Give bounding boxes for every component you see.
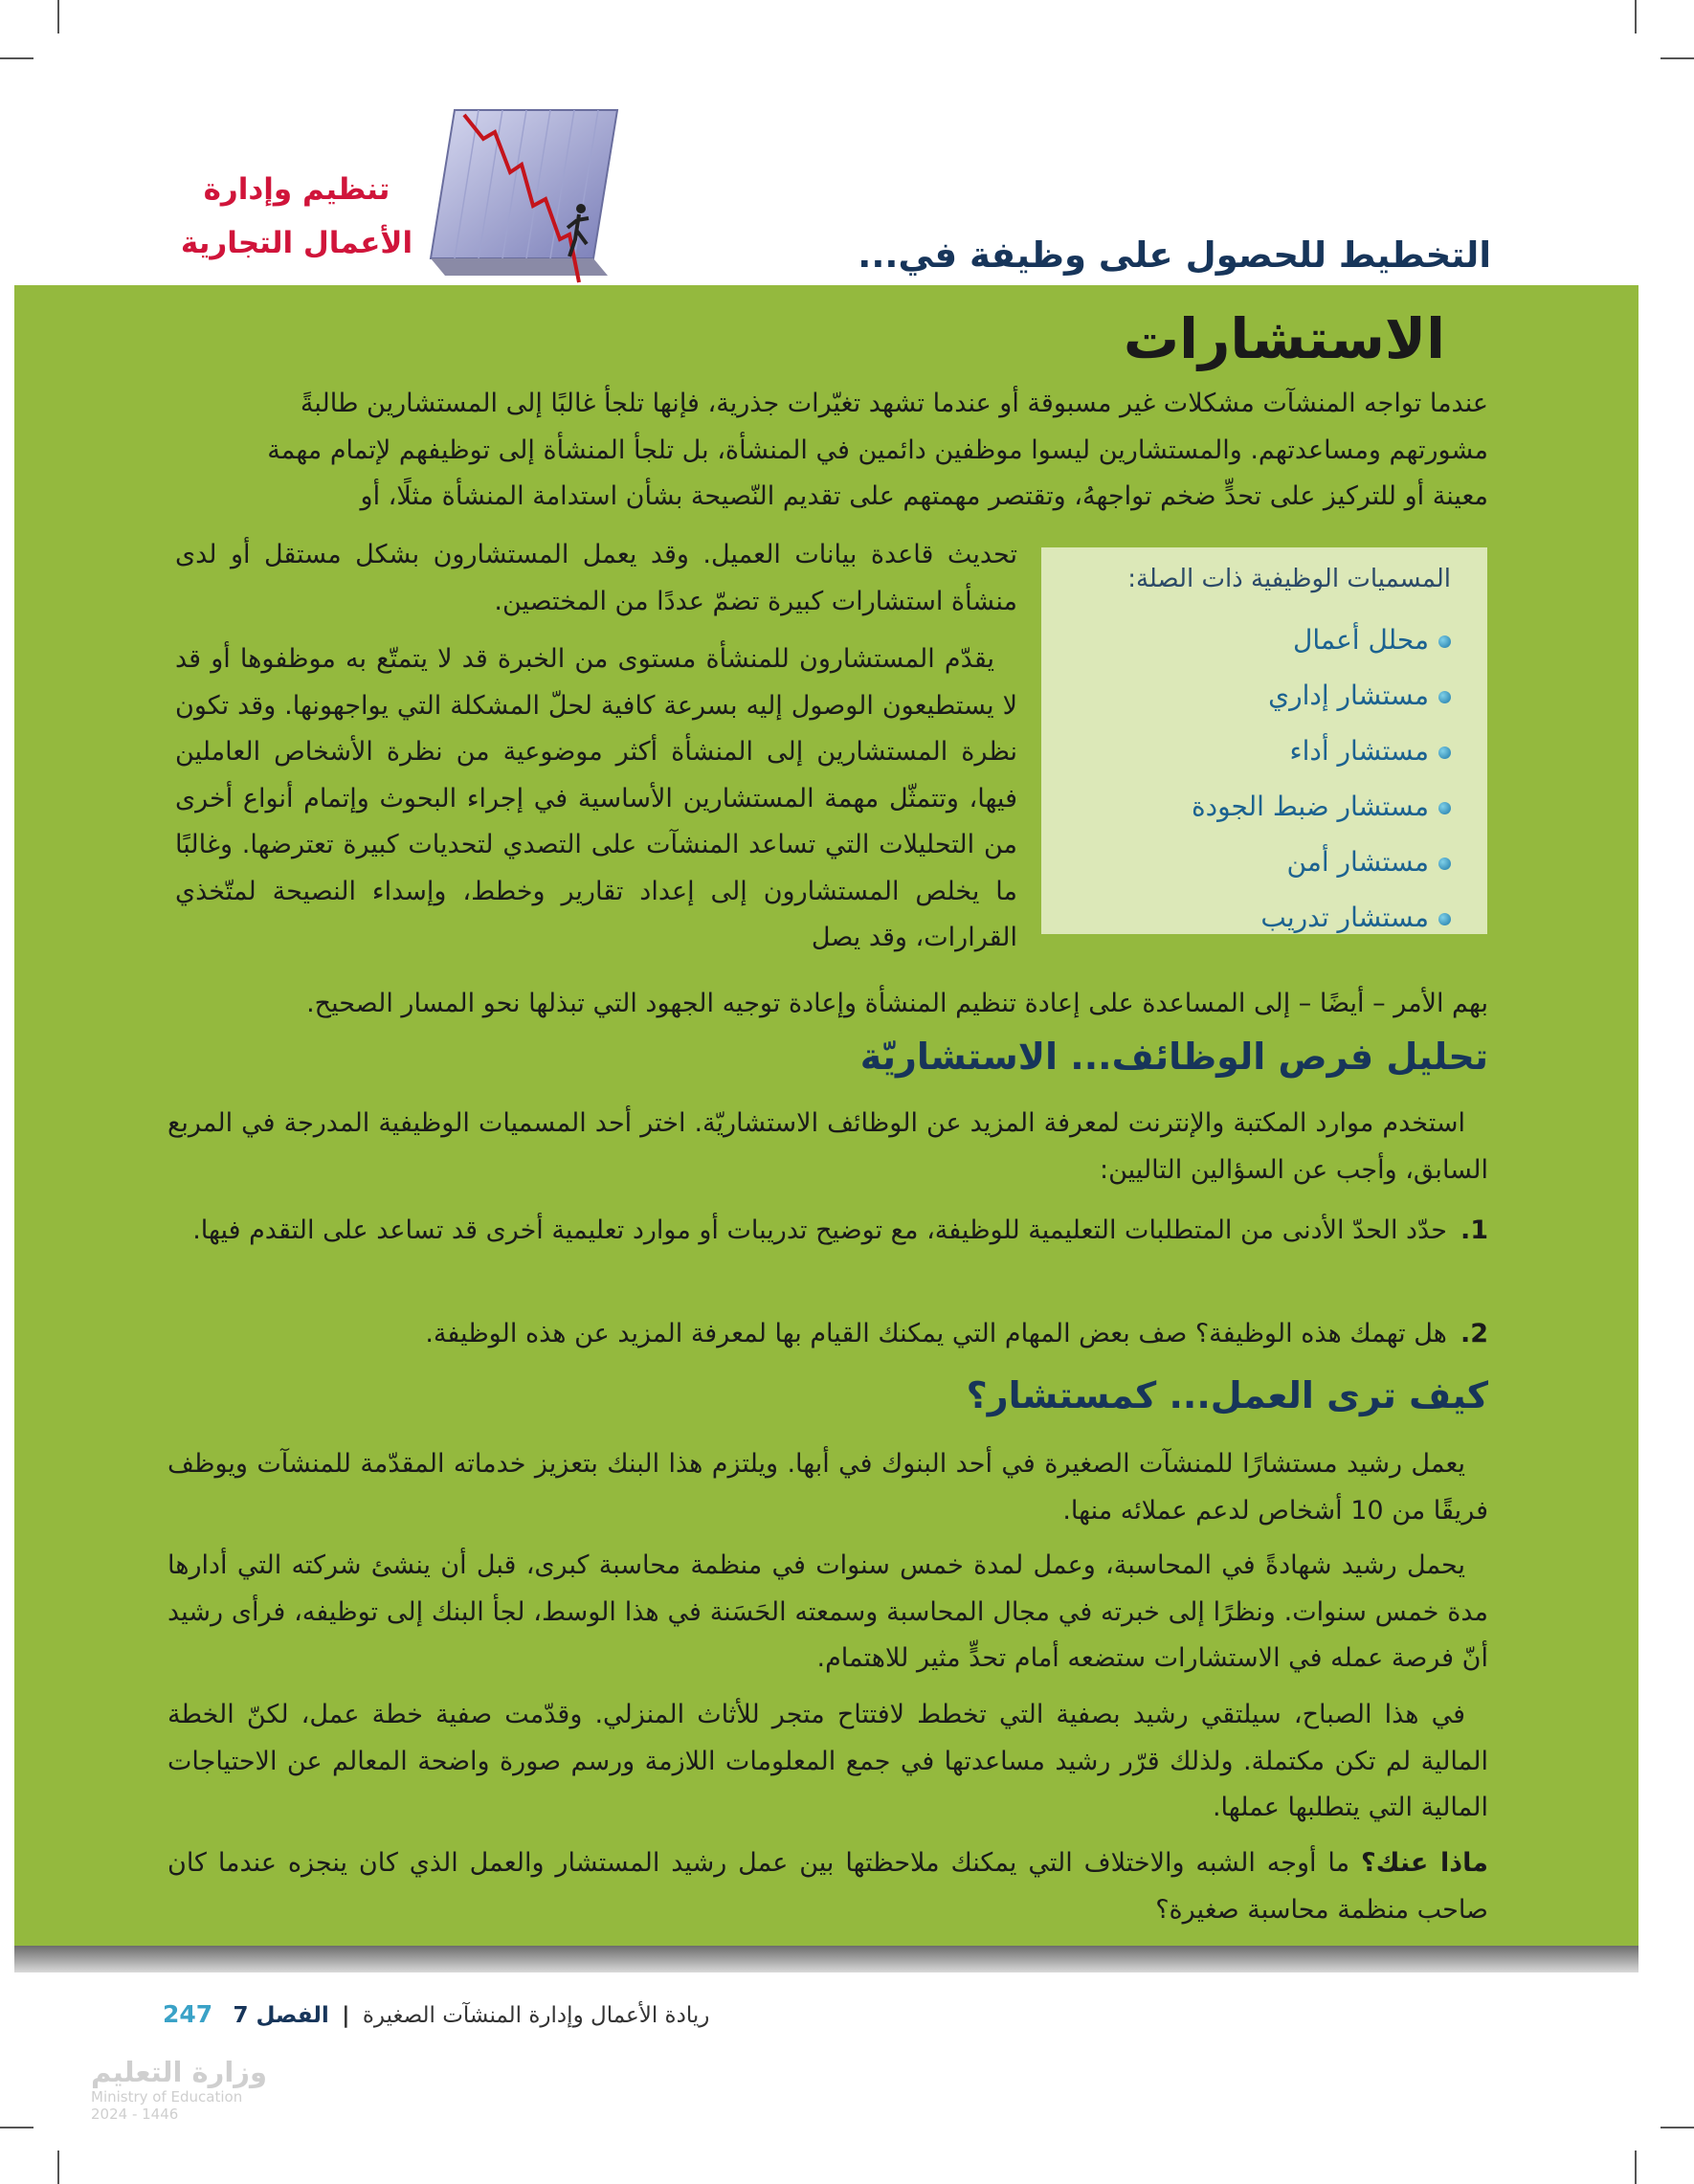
question-2 bbox=[100, 1311, 1488, 1358]
job-title-item: مستشار ضبط الجودة bbox=[1192, 779, 1451, 835]
job-title-item: مستشار إداري bbox=[1192, 668, 1451, 724]
ministry-logo bbox=[91, 2056, 282, 2123]
crop-mark bbox=[0, 2127, 33, 2128]
bullet-icon bbox=[1438, 913, 1451, 925]
series-title-line1: تنظيم وإدارة bbox=[203, 172, 390, 207]
intro-narrow-1: تحديث قاعدة بيانات العميل. وقد يعمل المستشارون بشكل مستقل أو لدى منشأة استشارات كبيرة تضمّ عددًا من المختصين. bbox=[175, 540, 1017, 616]
bullet-icon bbox=[1438, 747, 1451, 759]
crop-mark bbox=[1635, 2151, 1637, 2184]
intro-line-3: معينة أو للتركيز على تحدٍّ ضخم تواجههُ، وتقتصر مهمتهم على تقديم النّصيحة بشأن استدامة المنشأة مثلًا، أو bbox=[360, 481, 1488, 511]
job-title-item: مستشار أمن bbox=[1192, 835, 1451, 890]
question-2-number: 2. bbox=[1460, 1319, 1488, 1348]
crop-mark bbox=[1661, 2127, 1694, 2128]
footer-separator: | bbox=[342, 2003, 350, 2028]
footer-book-title: ريادة الأعمال وإدارة المنشآت الصغيرة bbox=[362, 2003, 710, 2028]
job-titles-list bbox=[1192, 613, 1451, 946]
bullet-icon bbox=[1438, 635, 1451, 648]
ministry-logo-year: 2024 - 1446 bbox=[91, 2106, 179, 2123]
intro-wide bbox=[206, 381, 1488, 521]
job-titles-heading: المسميات الوظيفية ذات الصلة: bbox=[1127, 565, 1451, 593]
bullet-icon bbox=[1438, 691, 1451, 703]
crop-mark bbox=[1661, 57, 1694, 59]
reflection-text: ما أوجه الشبه والاختلاف التي يمكنك ملاحظتها بين عمل رشيد المستشار والعمل الذي كان ينجزه عندما كان صاحب منظمة محاسبة صغيرة؟ bbox=[167, 1848, 1488, 1925]
bullet-icon bbox=[1438, 802, 1451, 814]
crop-mark bbox=[57, 2151, 59, 2184]
page-footer bbox=[163, 2000, 709, 2028]
case-paragraph-3: في هذا الصباح، سيلتقي رشيد بصفية التي تخطط لافتتاح متجر للأثاث المنزلي. وقدّمت صفية خطة عمل، لكنّ الخطة المالية لم تكن مكتملة. ولذلك قرّر رشيد مساعدتها في جمع المعلومات اللازمة ورسم صورة واضحة المعالم عن الاحتياجات المالية التي يتطلبها عملها. bbox=[167, 1700, 1488, 1822]
analysis-intro: استخدم موارد المكتبة والإنترنت لمعرفة المزيد عن الوظائف الاستشاريّة. اختر أحد المسميات الوظيفية المدرجة في المربع السابق، وأجب عن السؤالين التاليين: bbox=[167, 1108, 1488, 1185]
question-2-text: هل تهمك هذه الوظيفة؟ صف بعض المهام التي يمكنك القيام بها لمعرفة المزيد عن هذه الوظيفة. bbox=[425, 1319, 1447, 1348]
reflection-label: ماذا عنك؟ bbox=[1361, 1848, 1488, 1878]
job-titles-box bbox=[1041, 547, 1487, 934]
ministry-logo-english: Ministry of Education bbox=[91, 2088, 243, 2106]
page-number: 247 bbox=[163, 2000, 213, 2028]
intro-line-2: مشورتهم ومساعدتهم. والمستشارين ليسوا موظفين دائمين في المنشأة، بل تلجأ المنشأة إلى توظيفهم لإتمام مهمة bbox=[267, 435, 1488, 465]
footer-chapter: الفصل 7 bbox=[233, 2003, 329, 2028]
page-title: الاستشارات bbox=[1123, 306, 1445, 371]
intro-closing: بهم الأمر – أيضًا – إلى المساعدة على إعادة تنظيم المنشأة وإعادة توجيه الجهود التي تبذلها نحو المسار الصحيح. bbox=[306, 989, 1488, 1018]
planning-header: التخطيط للحصول على وظيفة في... bbox=[858, 234, 1491, 276]
case-paragraph-1: يعمل رشيد مستشارًا للمنشآت الصغيرة في أحد البنوك في أبها. ويلتزم هذا البنك بتعزيز خدماته المقدّمة للمنشآت ويوظف فريقًا من 10 أشخاص لدعم عملائه منها. bbox=[167, 1449, 1488, 1526]
question-1-number: 1. bbox=[1460, 1215, 1488, 1245]
job-title-item: مستشار تدريب bbox=[1192, 890, 1451, 946]
panel-shadow bbox=[14, 1946, 1638, 1972]
case-paragraph-2: يحمل رشيد شهادةً في المحاسبة، وعمل لمدة خمس سنوات في منظمة محاسبة كبرى، قبل أن ينشئ شركته التي أدارها مدة خمس سنوات. ونظرًا إلى خبرته في مجال المحاسبة وسمعته الحَسَنة في هذا الوسط، لجأ البنك إلى توظيفه، فرأى رشيد أنّ فرصة عمله في الاستشارات ستضعه أمام تحدٍّ مثير للاهتمام. bbox=[167, 1550, 1488, 1673]
job-title-item: محلل أعمال bbox=[1192, 613, 1451, 668]
crop-mark bbox=[1635, 0, 1637, 33]
ministry-logo-arabic: وزارة التعليم bbox=[91, 2056, 268, 2088]
intro-line-1: عندما تواجه المنشآت مشكلات غير مسبوقة أو عندما تشهد تغيّرات جذرية، فإنها تلجأ غالبًا إلى المستشارين طالبةً bbox=[300, 389, 1488, 418]
reflection-question bbox=[167, 1840, 1488, 1933]
section-heading-consultant: كيف ترى العمل... كمستشار؟ bbox=[966, 1374, 1488, 1416]
series-title-line2: الأعمال التجارية bbox=[180, 226, 413, 260]
bullet-icon bbox=[1438, 858, 1451, 870]
crop-mark bbox=[0, 57, 33, 59]
declining-chart-icon bbox=[426, 105, 627, 287]
question-1 bbox=[100, 1208, 1488, 1255]
section-heading-analysis: تحليل فرص الوظائف... الاستشاريّة bbox=[859, 1036, 1488, 1078]
crop-mark bbox=[57, 0, 59, 33]
intro-narrow-2: يقدّم المستشارون للمنشأة مستوى من الخبرة قد لا يتمتّع به موظفوها أو قد لا يستطيعون الوصول إليه بسرعة كافية لحلّ المشكلة التي يواجهونها. وقد تكون نظرة المستشارين إلى المنشأة أكثر موضوعية من نظرة الأشخاص العاملين فيها، وتتمثّل مهمة المستشارين الأساسية في إجراء البحوث وإتمام أنواع أخرى من التحليلات التي تساعد المنشآت على التصدي لتحديات كبيرة تعترضها. وغالبًا ما يخلص المستشارون إلى إعداد تقارير وخطط، وإسداء النصيحة لمتّخذي القرارات، وقد يصل bbox=[175, 644, 1017, 952]
series-title bbox=[177, 163, 416, 270]
question-1-text: حدّد الحدّ الأدنى من المتطلبات التعليمية للوظيفة، مع توضيح تدريبات أو موارد تعليمية أخرى قد تساعد على التقدم فيها. bbox=[192, 1215, 1447, 1245]
job-title-item: مستشار أداء bbox=[1192, 724, 1451, 779]
